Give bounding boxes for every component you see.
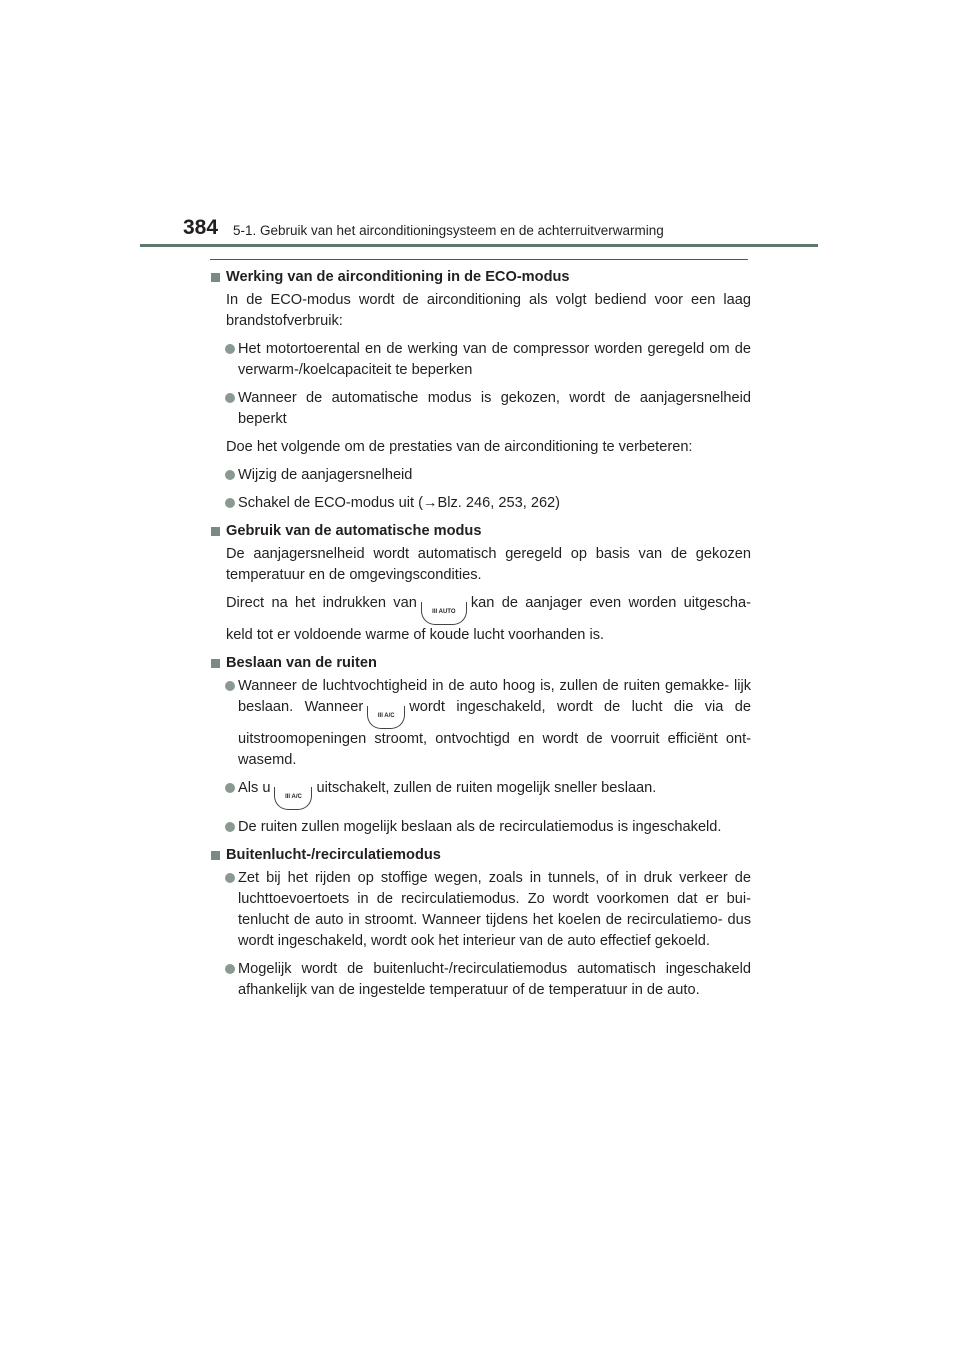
bullet-dot-icon: [225, 498, 235, 508]
ac-button-icon: III A/C: [367, 706, 405, 729]
section-heading: Beslaan van de ruiten: [211, 653, 751, 674]
list-item: Wijzig de aanjagersnelheid: [211, 465, 751, 486]
list-item: Mogelijk wordt de buitenlucht-/recirculatiemodus automatisch ingeschakeld afhankelijk van de ingestelde temperatuur of de temperatuur in de auto.: [211, 959, 751, 1001]
section-fogging: [211, 653, 751, 838]
paragraph: In de ECO-modus wordt de airconditioning als volgt bediend voor een laag brandstofverbruik:: [226, 292, 751, 329]
chapter-title: 5-1. Gebruik van het airconditioningsysteem en de achterruitverwarming: [233, 223, 664, 238]
square-bullet-icon: [211, 527, 220, 536]
square-bullet-icon: [211, 273, 220, 282]
auto-button-icon: III AUTO: [421, 602, 467, 625]
bullet-dot-icon: [225, 964, 235, 974]
bullet-dot-icon: [225, 822, 235, 832]
paragraph: De aanjagersnelheid wordt automatisch geregeld op basis van de gekozen temperatuur en de omgevingscondities.: [226, 546, 751, 583]
paragraph: Direct na het indrukken vanIII AUTOkan de aanjager even worden uitgescha- keld tot er voldoende warme of koude lucht voorhanden is.: [226, 595, 751, 643]
list-item: Wanneer de automatische modus is gekozen, wordt de aanjagersnelheid beperkt: [211, 388, 751, 430]
list-item: De ruiten zullen mogelijk beslaan als de recirculatiemodus is ingeschakeld.: [211, 817, 751, 838]
bullet-dot-icon: [225, 681, 235, 691]
header-rule: [140, 244, 818, 247]
bullet-dot-icon: [225, 470, 235, 480]
bullet-dot-icon: [225, 783, 235, 793]
bullet-dot-icon: [225, 873, 235, 883]
square-bullet-icon: [211, 659, 220, 668]
bullet-dot-icon: [225, 393, 235, 403]
list-item: Zet bij het rijden op stoffige wegen, zoals in tunnels, of in druk verkeer de luchttoevoertoets in de recirculatiemodus. Zo wordt voorkomen dat er bui- tenlucht de auto in stroomt. Wanneer tijdens het koelen de recirculatiemo- dus wordt ingeschakeld, wordt ook het interieur van de auto effectief gekoeld.: [211, 868, 751, 952]
bullet-dot-icon: [225, 344, 235, 354]
square-bullet-icon: [211, 851, 220, 860]
section-divider: [210, 259, 748, 260]
paragraph: Doe het volgende om de prestaties van de airconditioning te verbeteren:: [226, 439, 693, 455]
section-recirculation: [211, 845, 751, 1001]
list-item: Wanneer de luchtvochtigheid in de auto hoog is, zullen de ruiten gemakke- lijk beslaan. WanneerIII A/Cwordt ingeschakeld, wordt de lucht die via de uitstroomopeningen stroomt, ontvochtigd en wordt de voorruit efficiënt ont- wasemd.: [211, 676, 751, 771]
section-eco: [211, 267, 751, 514]
ac-button-icon: III A/C: [274, 787, 312, 810]
list-item: Het motortoerental en de werking van de compressor worden geregeld om de verwarm-/koelcapaciteit te beperken: [211, 339, 751, 381]
section-heading: Gebruik van de automatische modus: [211, 521, 751, 542]
page-number: 384: [183, 216, 219, 239]
section-auto-mode: [211, 521, 751, 646]
page-content: [211, 267, 751, 1008]
list-item: Schakel de ECO-modus uit (→Blz. 246, 253, 262): [211, 493, 751, 514]
list-item: Als uIII A/Cuitschakelt, zullen de ruiten mogelijk sneller beslaan.: [211, 778, 751, 810]
section-heading: Werking van de airconditioning in de ECO-modus: [211, 267, 751, 288]
section-heading: Buitenlucht-/recirculatiemodus: [211, 845, 751, 866]
